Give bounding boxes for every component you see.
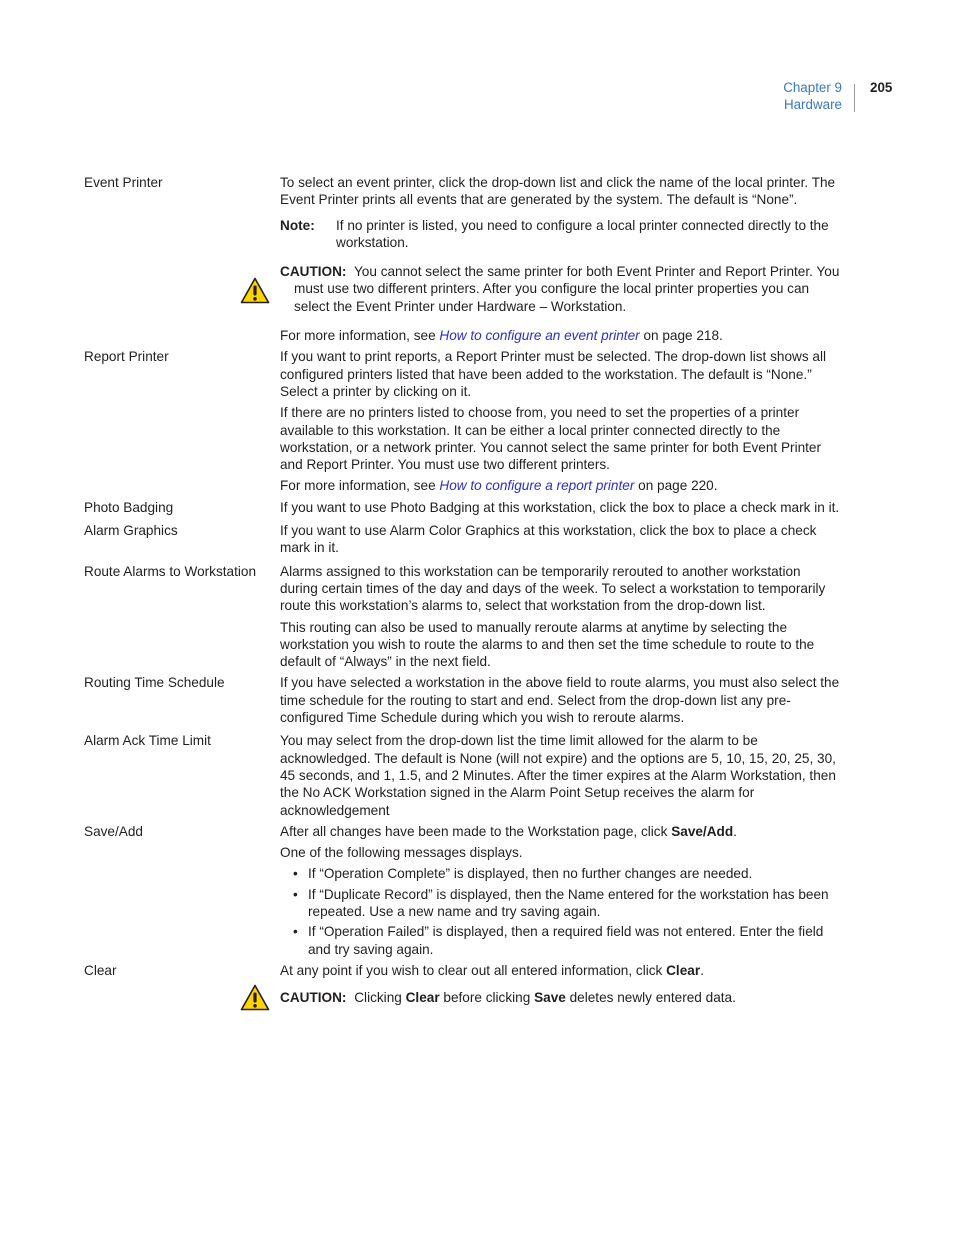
row-clear xyxy=(84,962,844,1019)
row-event-printer xyxy=(84,174,844,348)
chapter-label: Chapter 9 xyxy=(783,80,842,95)
term-description xyxy=(280,962,842,1019)
row-routing-time-schedule xyxy=(84,674,844,730)
term-description xyxy=(280,174,842,348)
row-alarm-graphics xyxy=(84,522,844,561)
clear-term: Clear xyxy=(666,962,701,978)
text-run: . xyxy=(700,962,704,978)
paragraph: One of the following messages displays. xyxy=(280,845,523,861)
text-run: Clicking xyxy=(354,990,406,1006)
term-label: Routing Time Schedule xyxy=(84,675,225,691)
term-description xyxy=(280,563,842,675)
note-text: If no printer is listed, you need to configure a local printer connected directly to the workstation. xyxy=(336,217,829,250)
text-run: deletes newly entered data. xyxy=(565,990,736,1006)
clear-term: Clear xyxy=(405,990,440,1006)
warning-triangle-icon xyxy=(240,277,270,304)
message-list xyxy=(280,865,842,957)
text-run: After all changes have been made to the Workstation page, click xyxy=(280,823,672,839)
text-run: . xyxy=(733,823,737,839)
caution-block xyxy=(280,989,842,1006)
more-info-suffix: on page 220. xyxy=(634,478,718,494)
row-alarm-ack-time-limit xyxy=(84,732,844,822)
term-description xyxy=(280,348,842,498)
row-route-alarms xyxy=(84,563,844,675)
header-divider xyxy=(854,84,855,112)
more-info xyxy=(280,327,842,344)
paragraph: To select an event printer, click the drop-down list and click the name of the local printer. The Event Printer prints all events that are generated by the system. The default is “None”. xyxy=(280,175,836,208)
section-label: Hardware xyxy=(783,96,842,112)
save-term: Save xyxy=(534,990,566,1006)
paragraph: If you want to use Alarm Color Graphics at this workstation, click the box to place a check mark in it. xyxy=(280,523,817,556)
paragraph: If you have selected a workstation in the above field to route alarms, you must also select the time schedule for the routing to start and end. Select from the drop-down list any pre-configured Time Schedule during which you wish to reroute alarms. xyxy=(280,675,840,726)
save-add-term: Save/Add xyxy=(671,823,734,839)
term-label: Alarm Ack Time Limit xyxy=(84,733,211,749)
paragraph: This routing can also be used to manually reroute alarms at anytime by selecting the workstation you wish to route the alarms to and then set the time schedule to route to the default of “Always” in the next field. xyxy=(280,619,815,670)
note-label: Note: xyxy=(280,217,315,233)
term-description xyxy=(280,499,842,520)
running-header xyxy=(783,80,842,113)
term-label: Clear xyxy=(84,962,117,978)
page-number: 205 xyxy=(870,80,893,95)
term-label: Route Alarms to Workstation xyxy=(84,563,257,579)
more-info-prefix: For more information, see xyxy=(280,328,440,344)
term-label: Save/Add xyxy=(84,823,143,839)
term-label: Report Printer xyxy=(84,349,169,365)
term-description xyxy=(280,732,842,822)
event-printer-link[interactable]: How to configure an event printer xyxy=(439,328,640,344)
warning-triangle-icon xyxy=(240,984,270,1011)
term-label: Photo Badging xyxy=(84,499,174,515)
term-description xyxy=(280,522,842,561)
caution-block xyxy=(280,263,842,315)
more-info xyxy=(280,477,842,494)
paragraph: You may select from the drop-down list the time limit allowed for the alarm to be acknowledged. The default is None (will not expire) and the options are 5, 10, 15, 20, 25, 30, 45 seconds, and 1, 1.5, and 2 Minutes. After the timer expires at the Alarm Workstation, then the No ACK Workstation signed in the Alarm Point Setup receives the alarm for acknowledgement xyxy=(280,733,836,818)
term-description xyxy=(280,823,842,962)
row-save-add xyxy=(84,823,844,962)
term-label: Alarm Graphics xyxy=(84,523,178,539)
note-block xyxy=(280,217,842,252)
text-run: At any point if you wish to clear out all entered information, click xyxy=(280,962,667,978)
paragraph: If you want to use Photo Badging at this workstation, click the box to place a check mark in it. xyxy=(280,499,840,515)
term-description xyxy=(280,674,842,730)
paragraph xyxy=(280,823,842,840)
list-item: • If “Duplicate Record” is displayed, then the Name entered for the workstation has been repeated. Use a new name and try saving again. xyxy=(280,886,842,921)
more-info-prefix: For more information, see xyxy=(280,478,440,494)
caution-text: You cannot select the same printer for both Event Printer and Report Printer. You must use two different printers. After you configure the local printer properties you can select the Event Printer under Hardware – Workstation. xyxy=(294,264,840,314)
report-printer-link[interactable]: How to configure a report printer xyxy=(439,478,635,494)
caution-label: CAUTION: xyxy=(280,990,347,1006)
list-item: • If “Operation Complete” is displayed, then no further changes are needed. xyxy=(280,865,842,882)
more-info-suffix: on page 218. xyxy=(639,328,723,344)
paragraph xyxy=(280,962,842,979)
paragraph: Alarms assigned to this workstation can be temporarily rerouted to another workstation during certain times of the day and days of the week. To select a workstation to temporarily route this workstation’s alarms to, select that workstation from the drop-down list. xyxy=(280,563,826,614)
definition-table xyxy=(84,174,844,1018)
row-photo-badging xyxy=(84,499,844,520)
text-run: before clicking xyxy=(439,990,535,1006)
row-report-printer xyxy=(84,348,844,498)
list-item: • If “Operation Failed” is displayed, then a required field was not entered. Enter the field and try saving again. xyxy=(280,923,842,958)
caution-label: CAUTION: xyxy=(280,264,347,280)
paragraph: If there are no printers listed to choose from, you need to set the properties of a printer available to this workstation. It can be either a local printer connected directly to the workstation, or a network printer. You cannot select the same printer for both Event Printer and Report Printer. You must use two different printers. xyxy=(280,405,822,473)
term-label: Event Printer xyxy=(84,175,163,190)
paragraph: If you want to print reports, a Report Printer must be selected. The drop-down list shows all configured printers listed that have been added to the workstation. The default is “None.” Select a printer by clicking on it. xyxy=(280,349,827,399)
